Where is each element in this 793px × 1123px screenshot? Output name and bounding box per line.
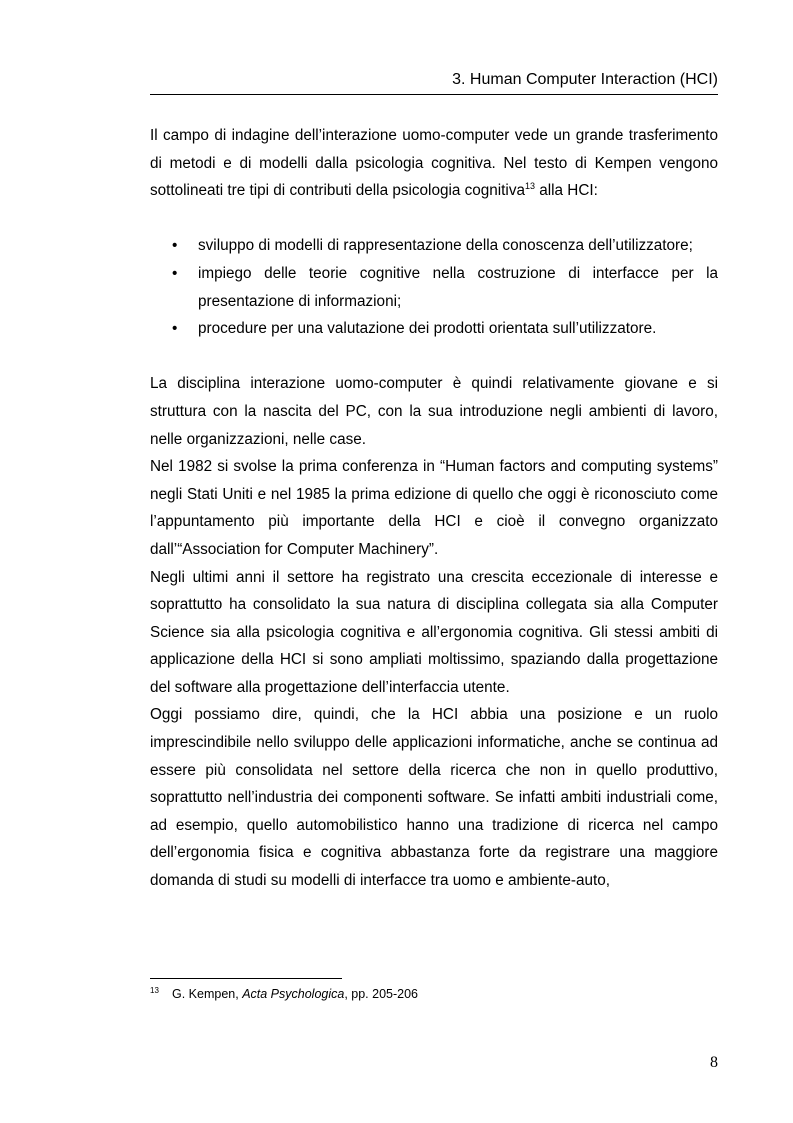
paragraph-conference: Nel 1982 si svolse la prima conferenza in “Human factors and computing systems” negli Stati Uniti e nel 1985 la prima edizione di quello che oggi è riconosciuto come l’appuntamento più importante della HCI e cioè il convegno organizzato dall’“Association for Computer Machinery”. xyxy=(150,458,718,558)
header-title: 3. Human Computer Interaction (HCI) xyxy=(452,71,718,88)
footnote-separator xyxy=(150,978,342,979)
bullet-icon: • xyxy=(172,264,178,282)
paragraph-discipline: La disciplina interazione uomo-computer è quindi relativamente giovane e si struttura con la nascita del PC, con la sua introduzione negli ambienti di lavoro, nelle organizzazioni, nelle case. xyxy=(150,375,718,448)
list-item: • procedure per una valutazione dei prodotti orientata sull’utilizzatore. xyxy=(150,315,718,343)
footnote-work: Acta Psychologica xyxy=(242,987,345,1001)
paragraph-growth: Negli ultimi anni il settore ha registrato una crescita eccezionale di interesse e soprattutto ha consolidato la sua natura di disciplina collegata sia alla Computer Science sia alla psicologia cognitiva e all’ergonomia cognitiva. Gli stessi ambiti di applicazione della HCI si sono ampliati moltissimo, spaziando dalla progettazione del software alla progettazione dell’interfaccia utente. xyxy=(150,568,718,696)
contribution-list xyxy=(150,232,718,342)
footnote: $^{13}$ G. Kempen, Acta Psychologica, pp. 205-206 xyxy=(150,985,418,1001)
list-item: • impiego delle teorie cognitive nella costruzione di interfacce per la presentazione di informazioni; xyxy=(150,260,718,315)
paragraph-today: Oggi possiamo dire, quindi, che la HCI abbia una posizione e un ruolo imprescindibile nello sviluppo delle applicazioni informatiche, anche se continua ad essere più consolidata nel settore della ricerca che non in quello produttivo, soprattutto nell’industria dei componenti software. Se infatti ambiti industriali come, ad esempio, quello automobilistico hanno una tradizione di ricerca nel campo dell’ergonomia fisica e cognitiva abbastanza forte da registrare una maggiore domanda di studi su modelli di interfacce tra uomo e ambiente-auto, xyxy=(150,706,718,890)
list-item: • sviluppo di modelli di rappresentazione della conoscenza dell’utilizzatore; xyxy=(150,232,718,260)
bullet-icon: • xyxy=(172,320,178,338)
main-text xyxy=(150,122,718,895)
page-number: 8 xyxy=(710,1054,718,1071)
paragraph-intro: Il campo di indagine dell’interazione uomo-computer vede un grande trasferimento di metodi e di modelli dalla psicologia cognitiva. Nel testo di Kempen vengono sottolineati tre tipi di contributi della psicologia cognitiva$^{13}$ alla HCI: xyxy=(150,127,718,200)
footnote-ref: 13 xyxy=(524,181,535,192)
bullet-icon: • xyxy=(172,237,178,255)
running-header xyxy=(150,70,718,95)
